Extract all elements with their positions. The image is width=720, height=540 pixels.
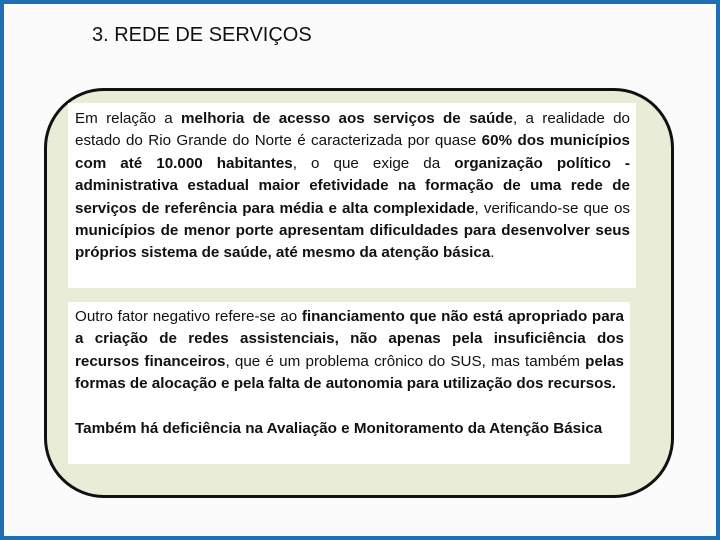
paragraph-deficiency: Também há deficiência na Avaliação e Monitoramento da Atenção Básica	[75, 419, 603, 437]
paragraph-spacer	[75, 396, 624, 418]
text-segment-bold: melhoria de acesso aos serviços de saúde	[181, 110, 513, 127]
text-segment: , verificando-se que os	[474, 199, 630, 217]
text-segment-bold: 60% dos municípios com até 10.000 habitantes	[75, 132, 630, 172]
text-segment-bold: financiamento que não está apropriado para a criação de redes assistenciais, não apenas pela insuficiência dos recursos financeiros	[75, 308, 624, 370]
text-segment: .	[490, 244, 495, 262]
text-box-financing	[68, 302, 630, 464]
text-segment: Em relação a	[75, 110, 182, 127]
text-segment: , a realidade do estado do Rio Grande do Norte é caracterizada por quase	[75, 110, 630, 150]
paragraph-financing	[75, 306, 624, 396]
text-segment-bold: pelas formas de alocação e pela falta de autonomia para utilização dos recursos.	[75, 352, 625, 393]
slide-title: 3. REDE DE SERVIÇOS	[92, 24, 312, 46]
text-segment: Outro fator negativo refere-se ao	[75, 308, 302, 325]
text-box-access	[68, 103, 636, 288]
text-segment: , que é um problema crônico do SUS, mas também	[225, 352, 586, 370]
text-segment: , o que exige da	[292, 154, 455, 172]
text-segment-bold: municípios de menor porte apresentam dificuldades para desenvolver seus próprios sistema de saúde, até mesmo da atenção básica	[75, 222, 630, 262]
text-segment-bold: organização político -administrativa estadual maior efetividade na formação de uma rede de serviços de referência para média e alta complexidade	[75, 154, 630, 217]
